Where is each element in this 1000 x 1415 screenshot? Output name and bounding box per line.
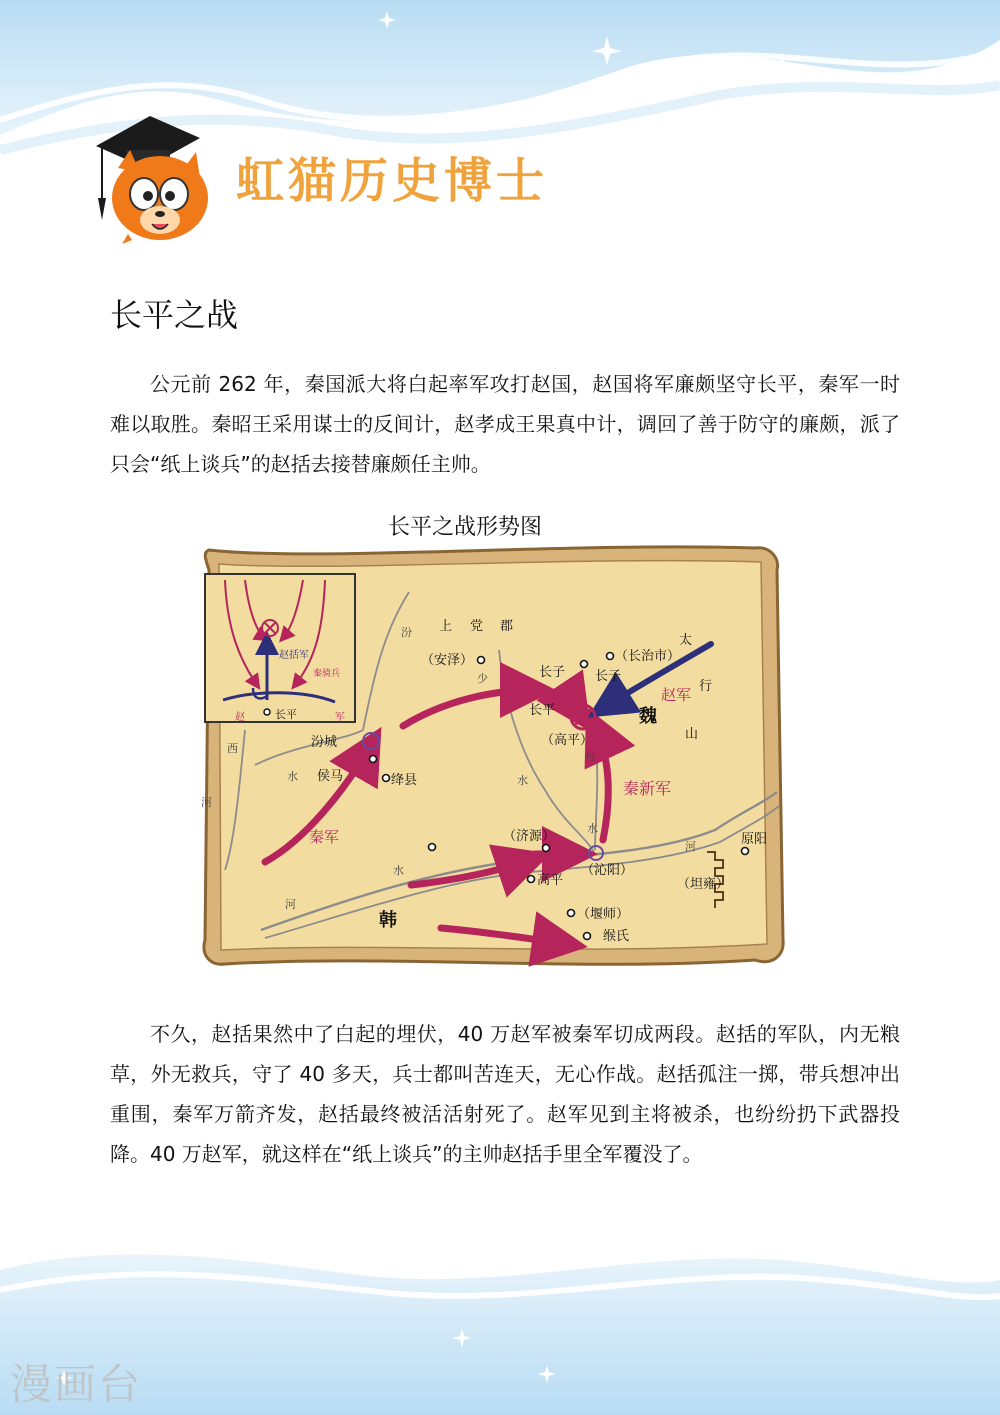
label-changzhi: （长治市）	[615, 649, 681, 664]
force-qin-new: 秦新军	[623, 779, 672, 798]
label-gaoping-paren: （高平）	[541, 733, 594, 748]
label-han: 韩	[379, 910, 397, 931]
label-qinyang: （沁阳）	[581, 863, 634, 878]
inset-qin-cavalry: 秦骑兵	[313, 669, 341, 679]
force-zhao: 赵军	[661, 686, 692, 704]
label-yanshi: （堰师）	[577, 907, 630, 922]
river-shui-a: 水	[517, 774, 528, 787]
paragraph-outcome: 不久，赵括果然中了白起的埋伏，40 万赵军被秦军切成两段。赵括的军队，内无粮草，外无救兵，守了 40 多天，兵士都叫苦连天，无心作战。赵括孤注一掷，带兵想冲出重围，秦军万箭齐发，赵括最终被活活射死了。赵军见到主将被杀，也纷纷扔下武器投降。40 万赵军，就这样在“纸上谈兵”的主帅赵括手里全军覆没了。	[110, 1022, 900, 1166]
sky-banner-bottom	[0, 1230, 1000, 1415]
river-shui-c: 水	[287, 770, 298, 783]
label-anze: （安泽）	[421, 653, 474, 668]
river-shui-d: 水	[393, 864, 404, 877]
label-jiangxian: 绛县	[391, 773, 418, 788]
inset-zhao: 赵	[235, 712, 245, 723]
river-he-west: 河	[201, 796, 212, 809]
cat-mascot-icon	[88, 98, 218, 248]
label-changzi-1: 长子	[539, 665, 566, 680]
mountain-hang: 行	[699, 679, 713, 694]
river-dan: 丹	[585, 750, 596, 763]
label-goushi: 缑氏	[603, 929, 630, 944]
paragraph-intro: 公元前 262 年，秦国派大将白起率军攻打赵国，赵国将军廉颇坚守长平，秦军一时难以取胜。秦昭王采用谋士的反间计，赵孝成王果真中计，调回了善于防守的廉颇，派了只会“纸上谈兵”的赵括去接替廉颇任主帅。	[110, 372, 900, 476]
inset-zhaokuo-army: 赵括军	[279, 650, 309, 661]
watermark: 漫画台	[10, 1360, 143, 1409]
river-shao: 少	[477, 672, 488, 685]
river-fen: 汾	[401, 626, 412, 639]
label-tanyong: （坦雍）	[677, 877, 730, 892]
battle-map	[195, 540, 795, 970]
brand-title: 虹猫历史博士	[236, 153, 549, 209]
river-he-east: 河	[685, 840, 696, 853]
article-title: 长平之战	[110, 296, 239, 334]
river-xi: 西	[227, 742, 238, 755]
force-qin: 秦军	[309, 828, 340, 846]
river-shui-b: 水	[587, 822, 598, 835]
label-shangdang-1: 上	[439, 619, 453, 634]
label-changping: 长平	[529, 703, 556, 718]
inset-jun: 军	[335, 712, 345, 723]
label-houma: 侯马	[317, 769, 344, 784]
inset-changping: 长平	[275, 708, 297, 721]
label-shangdang-3: 郡	[500, 619, 514, 634]
mountain-tai: 太	[679, 633, 693, 648]
mountain-shan: 山	[685, 727, 699, 742]
label-fencheng: 汾城	[311, 735, 338, 750]
label-changzi-2: 长子	[595, 669, 622, 684]
label-shangdang-2: 党	[470, 619, 484, 634]
label-yuanyang: 原阳	[741, 832, 768, 847]
map-caption: 长平之战形势图	[387, 515, 542, 540]
label-wei: 魏	[639, 706, 657, 727]
label-gaoping: 高平	[537, 873, 564, 888]
river-he-sw: 河	[285, 898, 296, 911]
label-jiyuan: （济源）	[503, 829, 556, 844]
